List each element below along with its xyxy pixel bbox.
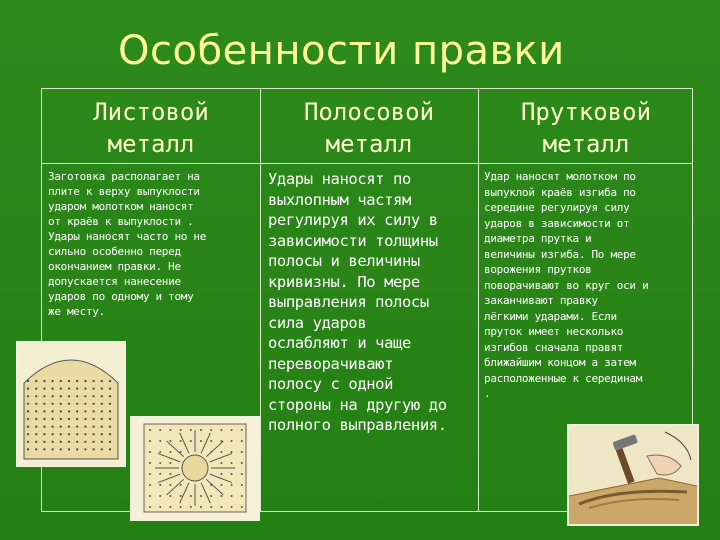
strike-dot — [35, 441, 37, 443]
strike-dot — [27, 433, 29, 435]
strike-dot — [52, 395, 54, 397]
strike-dot — [109, 410, 111, 412]
strike-dot — [52, 410, 54, 412]
strike-dot — [210, 495, 212, 497]
dot-pattern-drawing — [18, 343, 124, 465]
strike-dot — [27, 418, 29, 420]
strike-dot — [43, 441, 45, 443]
strike-dot — [84, 403, 86, 405]
strike-dot — [27, 410, 29, 412]
text-line: сила ударов — [268, 313, 367, 332]
strike-dot — [52, 448, 54, 450]
strike-dot — [68, 433, 70, 435]
strike-dot — [241, 473, 243, 475]
strike-dot — [84, 388, 86, 390]
header-rod-metal — [478, 91, 694, 165]
text-line: Удары наносят по — [268, 170, 411, 188]
strike-dot — [93, 448, 95, 450]
strike-dot — [220, 506, 222, 508]
strike-dot — [109, 380, 111, 382]
header-line: Прутковой — [520, 98, 652, 126]
strike-dot — [220, 451, 222, 453]
strike-dot — [159, 506, 161, 508]
strike-dot — [35, 426, 37, 428]
strike-dot — [231, 429, 233, 431]
strike-dot — [210, 429, 212, 431]
strike-dot — [27, 388, 29, 390]
text-line: переворачивают — [268, 354, 394, 373]
strike-dot — [220, 429, 222, 431]
strike-dot — [76, 448, 78, 450]
slide-title: Особенности правки — [118, 28, 565, 74]
strike-dot — [159, 473, 161, 475]
strike-dot — [84, 426, 86, 428]
text-line: же месту. — [48, 305, 105, 318]
strike-dot — [76, 418, 78, 420]
strike-dot — [241, 495, 243, 497]
strike-dot — [149, 506, 151, 508]
text-line: допускается нанесение — [48, 275, 181, 288]
strike-dot — [43, 426, 45, 428]
strike-dot — [109, 388, 111, 390]
strike-dot — [231, 484, 233, 486]
strike-dot — [43, 433, 45, 435]
strike-dot — [60, 441, 62, 443]
strike-dot — [43, 403, 45, 405]
strike-dot — [169, 440, 171, 442]
strike-dot — [241, 462, 243, 464]
strike-dot — [101, 433, 103, 435]
strike-dot — [180, 440, 182, 442]
strike-dot — [149, 473, 151, 475]
strike-dot — [84, 380, 86, 382]
text-line: плите к верху выпуклости — [48, 185, 200, 198]
strike-dot — [200, 506, 202, 508]
text-line: величины изгиба. По мере — [484, 247, 636, 261]
rod-straightening-photo — [567, 424, 699, 526]
text-line: расположенные к серединам — [484, 371, 643, 385]
strike-dot — [60, 403, 62, 405]
strike-dot — [52, 388, 54, 390]
strike-dot — [60, 380, 62, 382]
strike-dot — [35, 433, 37, 435]
strike-dot — [200, 429, 202, 431]
strike-dot — [169, 484, 171, 486]
strike-dot — [76, 380, 78, 382]
text-line: кривизны. По мере — [268, 272, 420, 291]
header-line: металл — [542, 130, 630, 158]
strike-dot — [76, 426, 78, 428]
strike-dot — [169, 506, 171, 508]
strike-dot — [101, 418, 103, 420]
rod-straightening-drawing — [569, 426, 697, 524]
sheet-metal-dot-pattern-illustration — [16, 341, 126, 467]
strike-dot — [159, 462, 161, 464]
strike-dot — [68, 395, 70, 397]
strike-dot — [84, 395, 86, 397]
header-sheet-metal — [42, 91, 260, 165]
strike-dot — [43, 418, 45, 420]
text-line: выпуклой краёв изгиба по — [484, 185, 636, 199]
strike-dot — [68, 426, 70, 428]
header-line: Полосовой — [303, 98, 435, 126]
strike-dot — [27, 426, 29, 428]
strike-dot — [159, 495, 161, 497]
text-line: зависимости толщины — [268, 231, 438, 250]
sheet-metal-description — [48, 169, 246, 319]
strike-dot — [200, 440, 202, 442]
text-line: пруток имеет несколько — [484, 325, 624, 338]
header-line: Листовой — [93, 98, 209, 126]
text-line: ударом молотком наносят — [48, 200, 194, 213]
strike-dot — [149, 495, 151, 497]
strike-dot — [84, 410, 86, 412]
strike-dot — [93, 441, 95, 443]
sheet-metal-radial-strikes-illustration — [130, 416, 260, 521]
text-line: ближайшим концом а затем — [484, 356, 636, 369]
strike-dot — [43, 380, 45, 382]
strike-dot — [101, 388, 103, 390]
strike-dot — [101, 380, 103, 382]
strike-dot — [159, 429, 161, 431]
strike-dot — [27, 448, 29, 450]
rod-metal-description — [484, 169, 690, 402]
strike-dot — [149, 451, 151, 453]
text-line: Заготовка располагает на — [48, 170, 200, 183]
strike-dot — [149, 484, 151, 486]
strike-dot — [231, 462, 233, 464]
strike-dot — [27, 380, 29, 382]
strike-dot — [76, 403, 78, 405]
strike-dot — [52, 433, 54, 435]
strike-dot — [68, 380, 70, 382]
strike-dot — [109, 441, 111, 443]
text-line: ударов в зависимости от — [484, 216, 630, 230]
strike-dot — [169, 462, 171, 464]
text-line: окончанием правки. Не — [48, 260, 181, 273]
strike-dot — [76, 388, 78, 390]
strike-dot — [35, 403, 37, 405]
strike-dot — [231, 440, 233, 442]
strike-dot — [180, 495, 182, 497]
strike-dot — [93, 380, 95, 382]
strike-dot — [52, 426, 54, 428]
text-line: изгибов сначала правят — [484, 340, 624, 354]
strike-dot — [220, 484, 222, 486]
strike-dot — [60, 410, 62, 412]
strike-dot — [35, 395, 37, 397]
strike-dot — [169, 451, 171, 453]
strike-dot — [68, 418, 70, 420]
text-line: полного выправления. — [268, 416, 447, 434]
text-line: Удар наносят молотком по — [484, 170, 636, 183]
strike-dot — [68, 441, 70, 443]
text-line: выправления полосы — [268, 293, 429, 311]
strike-dot — [190, 495, 192, 497]
strike-dot — [241, 440, 243, 442]
strike-dot — [43, 388, 45, 390]
header-strip-metal — [260, 91, 478, 165]
strike-dot — [60, 426, 62, 428]
strike-dot — [101, 441, 103, 443]
strike-dot — [190, 440, 192, 442]
strike-dot — [210, 440, 212, 442]
strike-dot — [241, 484, 243, 486]
strike-dot — [52, 380, 54, 382]
strike-dot — [109, 418, 111, 420]
text-line: от краёв к выпуклости . — [48, 215, 194, 228]
strike-dot — [231, 506, 233, 508]
strike-dot — [180, 484, 182, 486]
strike-dot — [109, 426, 111, 428]
strike-dot — [220, 495, 222, 497]
text-line: ослабляют и чаще — [268, 334, 411, 352]
strike-dot — [93, 403, 95, 405]
strike-dot — [84, 418, 86, 420]
strike-dot — [35, 448, 37, 450]
strike-dot — [52, 403, 54, 405]
strike-dot — [190, 429, 192, 431]
strike-dot — [241, 451, 243, 453]
strike-dot — [159, 440, 161, 442]
strike-dot — [68, 448, 70, 450]
text-line: выхлопным частям — [268, 190, 411, 209]
text-line: регулируя их силу в — [268, 211, 438, 229]
text-line: диаметра прутка и — [484, 232, 592, 245]
strike-dot — [43, 410, 45, 412]
strike-dot — [101, 403, 103, 405]
strike-dot — [159, 484, 161, 486]
strike-dot — [27, 403, 29, 405]
strike-dot — [27, 395, 29, 397]
strike-dot — [60, 433, 62, 435]
strike-dot — [149, 429, 151, 431]
strike-dot — [149, 440, 151, 442]
text-line: заканчивают правку — [484, 294, 598, 307]
strike-dot — [149, 462, 151, 464]
text-line: . — [484, 387, 491, 400]
text-line: сильно особенно перед — [48, 245, 181, 258]
strike-dot — [231, 473, 233, 475]
text-line: Удары наносят часто но не — [48, 230, 207, 243]
strike-dot — [60, 418, 62, 420]
strike-dot — [231, 495, 233, 497]
strike-dot — [84, 448, 86, 450]
strike-dot — [109, 433, 111, 435]
strike-dot — [76, 410, 78, 412]
strike-dot — [35, 418, 37, 420]
strike-dot — [159, 451, 161, 453]
strike-dot — [101, 426, 103, 428]
strike-dot — [76, 395, 78, 397]
text-line: лёгкими ударами. Если — [484, 309, 617, 323]
strike-dot — [93, 418, 95, 420]
strike-dot — [200, 495, 202, 497]
strip-metal-description — [268, 169, 476, 436]
strike-dot — [101, 410, 103, 412]
strike-dot — [27, 441, 29, 443]
strike-dot — [93, 410, 95, 412]
strike-dot — [109, 403, 111, 405]
text-line: стороны на другую до — [268, 395, 447, 414]
strike-dot — [220, 462, 222, 464]
strike-dot — [93, 395, 95, 397]
strike-dot — [84, 433, 86, 435]
text-line: полосы и величины — [268, 252, 420, 270]
strike-dot — [68, 403, 70, 405]
text-line: полосу с одной — [268, 375, 394, 393]
text-line: ворожения прутков — [484, 263, 592, 276]
strike-dot — [210, 506, 212, 508]
strike-dot — [68, 410, 70, 412]
strike-dot — [76, 441, 78, 443]
strike-dot — [93, 388, 95, 390]
strike-dot — [52, 418, 54, 420]
text-line: ударов по одному и тому — [48, 290, 194, 303]
text-line: середине регулируя силу — [484, 201, 630, 214]
strike-dot — [231, 451, 233, 453]
strike-dot — [52, 441, 54, 443]
strike-dot — [43, 395, 45, 397]
strike-dot — [93, 426, 95, 428]
strike-dot — [109, 395, 111, 397]
strike-dot — [241, 506, 243, 508]
strike-dot — [169, 429, 171, 431]
strike-dot — [60, 388, 62, 390]
strike-dot — [169, 473, 171, 475]
header-line: металл — [325, 130, 413, 158]
radial-strikes-drawing — [132, 418, 258, 519]
strike-dot — [84, 441, 86, 443]
header-line: металл — [107, 130, 195, 158]
strike-dot — [76, 433, 78, 435]
strike-dot — [169, 495, 171, 497]
strike-dot — [93, 433, 95, 435]
strike-dot — [220, 473, 222, 475]
strike-dot — [180, 506, 182, 508]
strike-dot — [43, 448, 45, 450]
strike-dot — [35, 380, 37, 382]
strike-dot — [109, 448, 111, 450]
strike-dot — [68, 388, 70, 390]
strike-dot — [60, 448, 62, 450]
strike-dot — [101, 448, 103, 450]
strike-dot — [35, 410, 37, 412]
strike-dot — [180, 429, 182, 431]
strike-dot — [35, 388, 37, 390]
strike-dot — [60, 395, 62, 397]
strike-dot — [190, 506, 192, 508]
strike-dot — [241, 429, 243, 431]
strike-dot — [101, 395, 103, 397]
text-line: поворачивают во круг оси и — [484, 278, 649, 292]
